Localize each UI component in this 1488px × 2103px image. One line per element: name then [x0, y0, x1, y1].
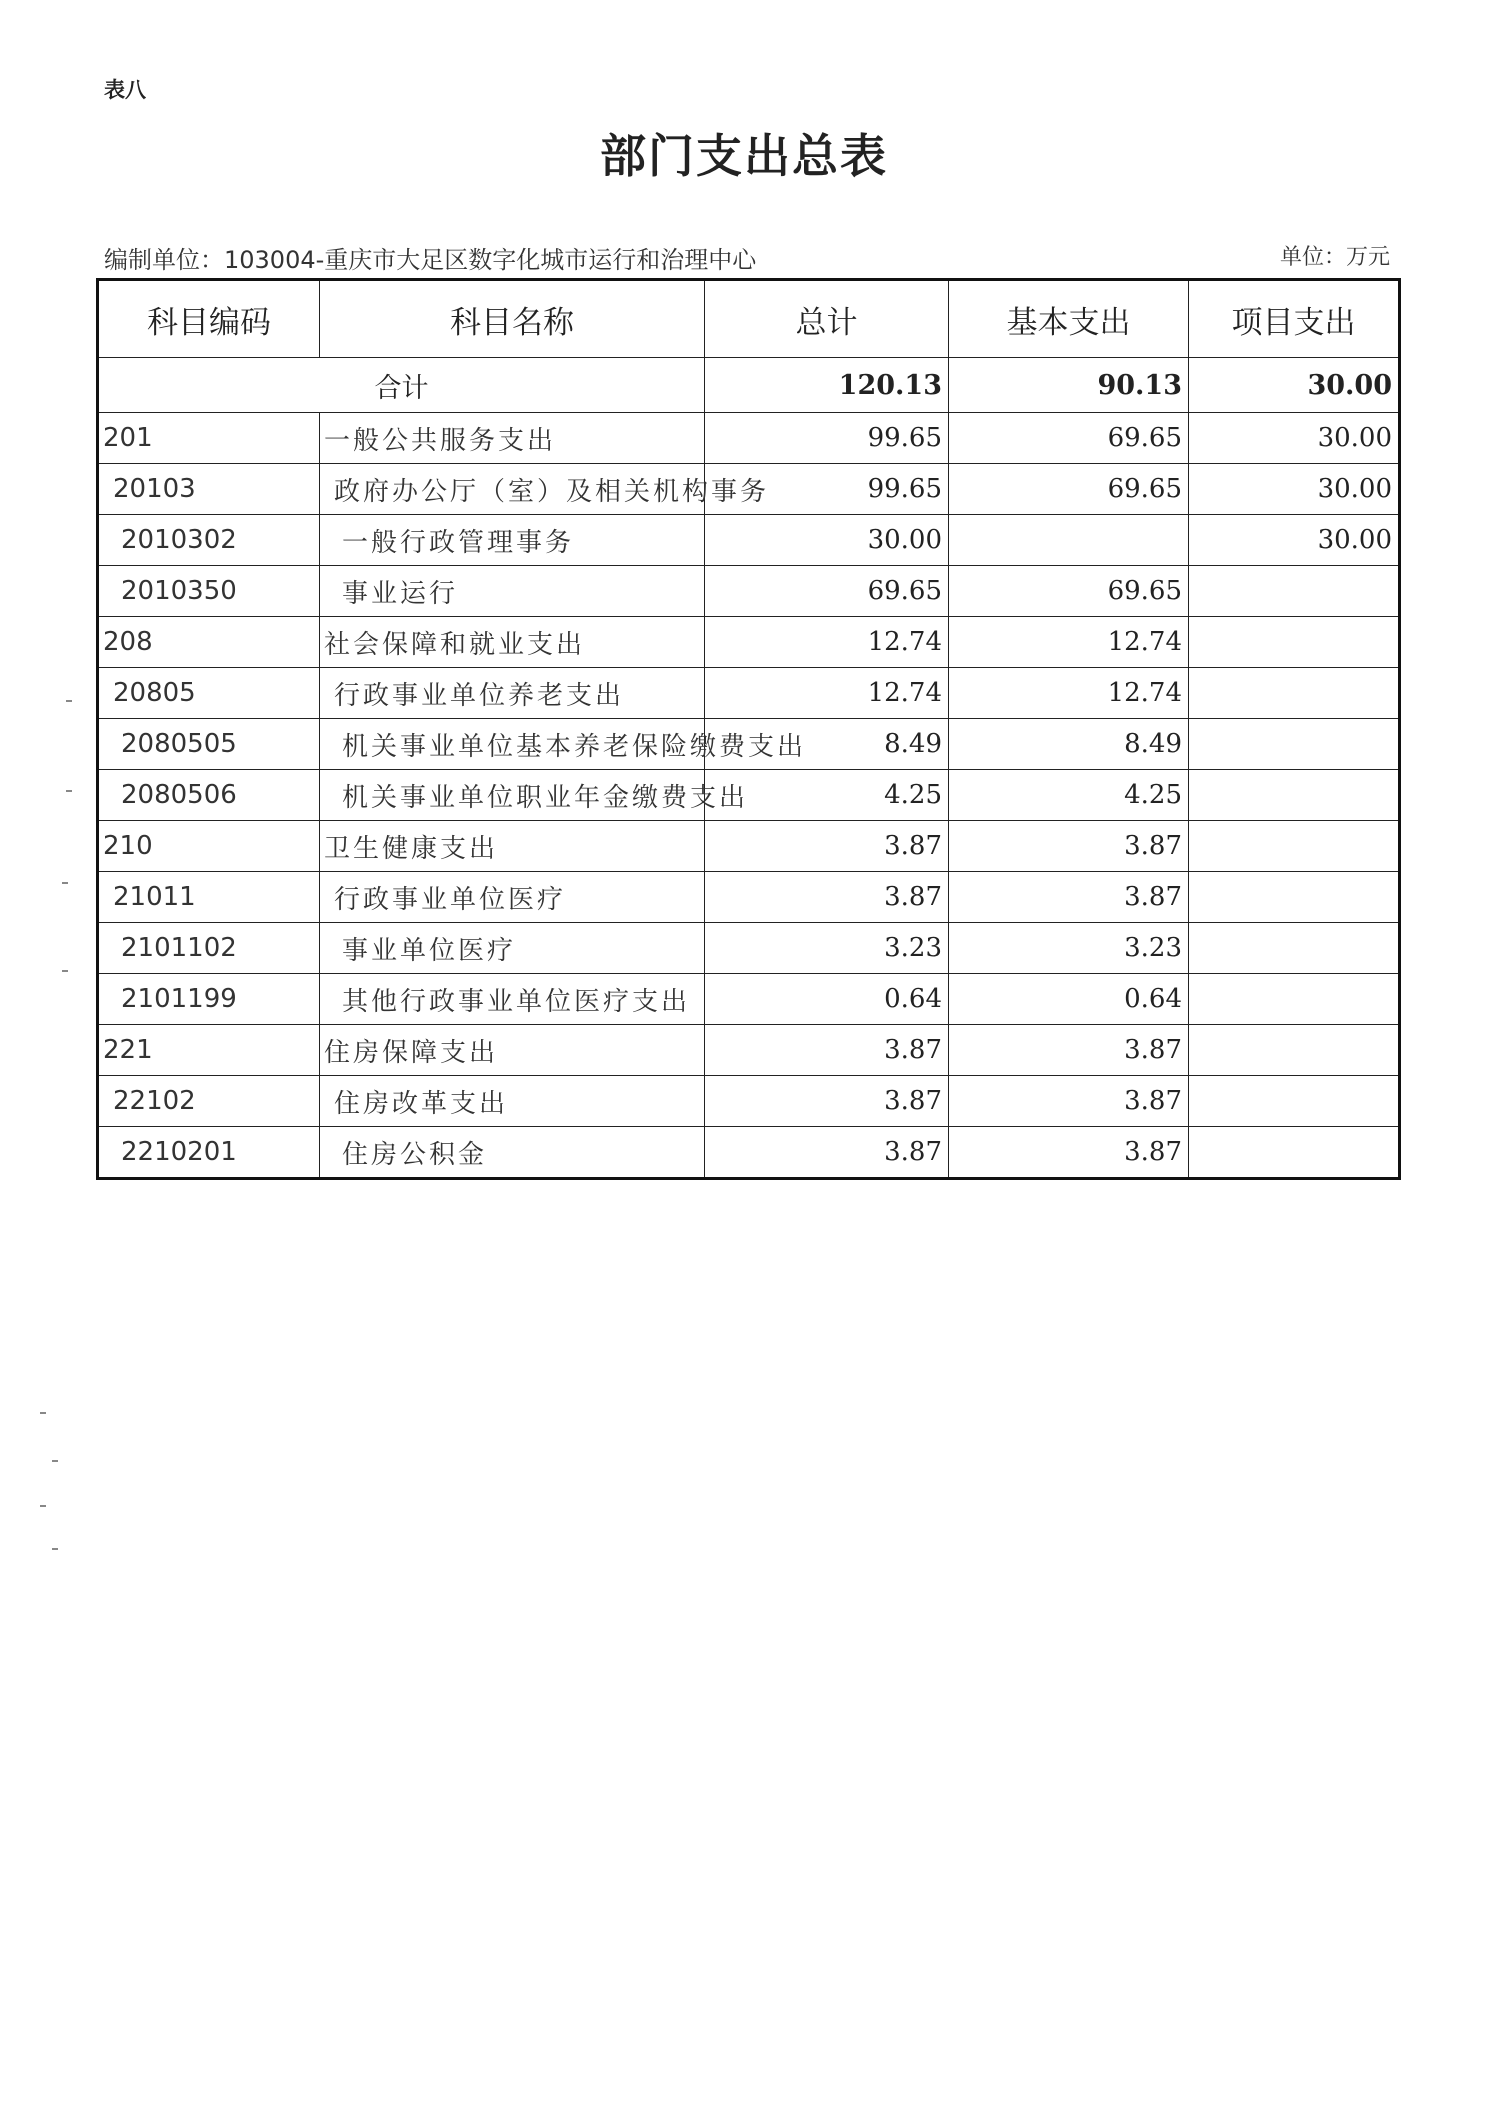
- row-basic: 3.87: [949, 1025, 1189, 1076]
- total-basic: 90.13: [949, 358, 1189, 413]
- row-name: 住房保障支出: [320, 1025, 705, 1076]
- row-name: 住房公积金: [320, 1127, 705, 1179]
- row-basic: 12.74: [949, 668, 1189, 719]
- row-basic: 3.87: [949, 821, 1189, 872]
- row-name: 行政事业单位养老支出: [320, 668, 705, 719]
- row-name: 社会保障和就业支出: [320, 617, 705, 668]
- table-row: [98, 1076, 1400, 1127]
- header-code: 科目编码: [98, 280, 320, 358]
- row-project: [1189, 821, 1400, 872]
- row-name: 住房改革支出: [320, 1076, 705, 1127]
- row-basic: 3.87: [949, 1127, 1189, 1179]
- table-row: [98, 464, 1400, 515]
- row-name: 一般行政管理事务: [320, 515, 705, 566]
- row-name: 政府办公厅（室）及相关机构事务: [320, 464, 705, 515]
- header-name: 科目名称: [320, 280, 705, 358]
- row-basic: 69.65: [949, 413, 1189, 464]
- table-row: [98, 617, 1400, 668]
- row-name: 事业运行: [320, 566, 705, 617]
- row-code: 20805: [98, 668, 320, 719]
- row-total: 4.25: [705, 770, 949, 821]
- scan-mark: [66, 700, 72, 702]
- table-row: [98, 821, 1400, 872]
- table-number: 表八: [104, 77, 146, 102]
- row-total: 12.74: [705, 668, 949, 719]
- row-total: 3.87: [705, 1127, 949, 1179]
- row-code: 21011: [98, 872, 320, 923]
- row-code: 2101199: [98, 974, 320, 1025]
- row-name: 事业单位医疗: [320, 923, 705, 974]
- scan-mark: [52, 1460, 58, 1462]
- row-total: 99.65: [705, 413, 949, 464]
- row-project: [1189, 1127, 1400, 1179]
- scan-mark: [40, 1412, 46, 1414]
- row-name: 行政事业单位医疗: [320, 872, 705, 923]
- row-project: 30.00: [1189, 413, 1400, 464]
- row-total: 3.87: [705, 872, 949, 923]
- row-code: 201: [98, 413, 320, 464]
- header-total: 总计: [705, 280, 949, 358]
- row-project: [1189, 1025, 1400, 1076]
- row-code: 2080505: [98, 719, 320, 770]
- row-total: 99.65: [705, 464, 949, 515]
- row-basic: 69.65: [949, 566, 1189, 617]
- row-name: 机关事业单位职业年金缴费支出: [320, 770, 705, 821]
- row-basic: 4.25: [949, 770, 1189, 821]
- row-name: 机关事业单位基本养老保险缴费支出: [320, 719, 705, 770]
- row-project: [1189, 668, 1400, 719]
- row-code: 2010350: [98, 566, 320, 617]
- table-row: [98, 566, 1400, 617]
- row-project: [1189, 566, 1400, 617]
- table-row: [98, 1127, 1400, 1179]
- row-code: 2101102: [98, 923, 320, 974]
- row-code: 2010302: [98, 515, 320, 566]
- total-label: 合计: [98, 358, 705, 413]
- scan-mark: [66, 790, 72, 792]
- scan-mark: [62, 970, 68, 972]
- expenditure-table: [96, 278, 1401, 1180]
- row-code: 22102: [98, 1076, 320, 1127]
- row-basic: 3.87: [949, 1076, 1189, 1127]
- row-basic: 3.87: [949, 872, 1189, 923]
- table-row: [98, 974, 1400, 1025]
- table-row: [98, 1025, 1400, 1076]
- total-amount: 120.13: [705, 358, 949, 413]
- row-project: 30.00: [1189, 464, 1400, 515]
- row-name: 卫生健康支出: [320, 821, 705, 872]
- table-row: [98, 770, 1400, 821]
- row-basic: 0.64: [949, 974, 1189, 1025]
- row-project: [1189, 617, 1400, 668]
- row-name: 其他行政事业单位医疗支出: [320, 974, 705, 1025]
- row-code: 210: [98, 821, 320, 872]
- table-row: [98, 719, 1400, 770]
- table-row: [98, 923, 1400, 974]
- row-project: 30.00: [1189, 515, 1400, 566]
- currency-unit: 单位：万元: [1280, 245, 1391, 270]
- row-code: 221: [98, 1025, 320, 1076]
- row-code: 208: [98, 617, 320, 668]
- row-project: [1189, 770, 1400, 821]
- row-basic: 12.74: [949, 617, 1189, 668]
- row-basic: [949, 515, 1189, 566]
- row-code: 2210201: [98, 1127, 320, 1179]
- total-row: [98, 358, 1400, 413]
- table-row: [98, 515, 1400, 566]
- table-row: [98, 668, 1400, 719]
- row-project: [1189, 974, 1400, 1025]
- row-project: [1189, 1076, 1400, 1127]
- row-total: 69.65: [705, 566, 949, 617]
- table-header-row: [98, 280, 1400, 358]
- scan-mark: [40, 1505, 46, 1507]
- row-total: 3.87: [705, 1025, 949, 1076]
- row-project: [1189, 923, 1400, 974]
- page-title: 部门支出总表: [600, 129, 888, 183]
- row-total: 0.64: [705, 974, 949, 1025]
- row-total: 3.87: [705, 1076, 949, 1127]
- row-basic: 8.49: [949, 719, 1189, 770]
- table-row: [98, 872, 1400, 923]
- scan-mark: [62, 882, 68, 884]
- scan-mark: [52, 1548, 58, 1550]
- row-total: 30.00: [705, 515, 949, 566]
- compiling-unit: 编制单位：103004-重庆市大足区数字化城市运行和治理中心: [104, 246, 757, 274]
- total-project: 30.00: [1189, 358, 1400, 413]
- row-total: 3.23: [705, 923, 949, 974]
- row-basic: 69.65: [949, 464, 1189, 515]
- row-name: 一般公共服务支出: [320, 413, 705, 464]
- row-code: 2080506: [98, 770, 320, 821]
- row-code: 20103: [98, 464, 320, 515]
- header-project: 项目支出: [1189, 280, 1400, 358]
- row-project: [1189, 872, 1400, 923]
- row-basic: 3.23: [949, 923, 1189, 974]
- table-row: [98, 413, 1400, 464]
- row-total: 3.87: [705, 821, 949, 872]
- header-basic: 基本支出: [949, 280, 1189, 358]
- row-total: 12.74: [705, 617, 949, 668]
- row-total: 8.49: [705, 719, 949, 770]
- row-project: [1189, 719, 1400, 770]
